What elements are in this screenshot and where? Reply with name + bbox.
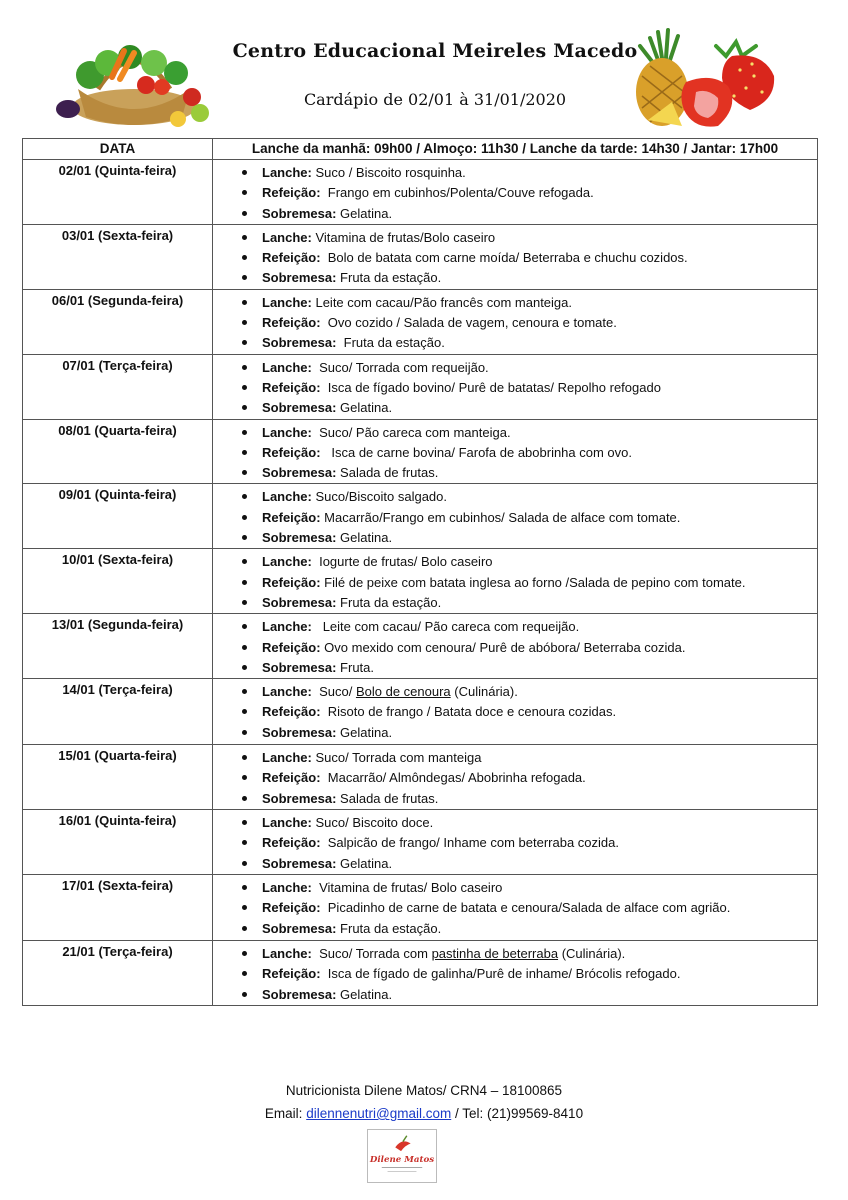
bullet-icon: [242, 211, 247, 216]
lanche-line: Lanche: Suco/Biscoito salgado.: [242, 487, 817, 507]
row-date: 03/01 (Sexta-feira): [23, 224, 213, 289]
bullet-icon: [242, 430, 247, 435]
sobremesa-text: Fruta da estação.: [340, 594, 442, 610]
bullet-icon: [242, 170, 247, 175]
refeicao-line: Refeição: Ovo cozido / Salada de vagem, cenoura e tomate.: [242, 313, 817, 333]
bullet-icon: [242, 470, 247, 475]
lanche-text: Suco/ Pão careca com manteiga.: [319, 424, 511, 440]
lanche-text: Suco/ Biscoito doce.: [315, 815, 434, 831]
sobremesa-line: Sobremesa: Gelatina.: [242, 398, 817, 418]
bullet-icon: [242, 820, 247, 825]
refeicao-text: Bolo de batata com carne moída/ Beterraba e chuchu cozidos.: [327, 250, 688, 266]
row-date: 06/01 (Segunda-feira): [23, 289, 213, 354]
lanche-underlined-text: pastinha de beterraba: [431, 945, 559, 961]
sobremesa-line: Sobremesa: Salada de frutas.: [242, 789, 817, 809]
sobremesa-line: Sobremesa: Fruta da estação.: [242, 919, 817, 939]
sobremesa-text: Fruta da estação.: [340, 920, 442, 936]
bullet-icon: [242, 559, 247, 564]
contact-line: [0, 1106, 848, 1121]
lanche-line: Lanche: Suco/ Pão careca com manteiga.: [242, 423, 817, 443]
sobremesa-line: Sobremesa: Fruta da estação.: [242, 268, 817, 288]
table-row: [23, 679, 818, 745]
lanche-underlined-text: Bolo de cenoura: [355, 684, 451, 700]
bullet-icon: [242, 775, 247, 780]
sobremesa-text: Salada de frutas.: [340, 790, 439, 806]
row-date: 21/01 (Terça-feira): [23, 940, 213, 1005]
row-menu: [213, 549, 818, 614]
refeicao-line: Refeição: Isca de carne bovina/ Farofa de abobrinha com ovo.: [242, 443, 817, 463]
row-menu: [213, 419, 818, 484]
nutritionist-logo: [367, 1129, 437, 1183]
refeicao-line: Refeição: Risoto de frango / Batata doce e cenoura cozidas.: [242, 702, 817, 722]
bullet-icon: [242, 709, 247, 714]
email-link[interactable]: dilennenutri@gmail.com: [306, 1106, 452, 1121]
lanche-text: Vitamina de frutas/ Bolo caseiro: [319, 879, 503, 895]
table-row: [23, 160, 818, 225]
sobremesa-text: Fruta da estação.: [340, 270, 442, 286]
refeicao-text: Macarrão/ Almôndegas/ Abobrinha refogada.: [327, 770, 586, 786]
sobremesa-text: Salada de frutas.: [340, 465, 439, 481]
sobremesa-line: Sobremesa: Gelatina.: [242, 854, 817, 874]
lanche-text: Suco/Biscoito salgado.: [315, 489, 447, 505]
sobremesa-text: Gelatina.: [340, 205, 393, 221]
table-row: [23, 419, 818, 484]
refeicao-line: Refeição: Bolo de batata com carne moída/ Beterraba e chuchu cozidos.: [242, 248, 817, 268]
table-row: [23, 874, 818, 940]
bullet-icon: [242, 300, 247, 305]
sobremesa-text: Gelatina.: [340, 400, 393, 416]
bullet-icon: [242, 340, 247, 345]
table-row: [23, 354, 818, 419]
row-menu: [213, 224, 818, 289]
refeicao-text: Ovo mexido com cenoura/ Purê de abóbora/ Beterraba cozida.: [324, 639, 686, 655]
sobremesa-line: Sobremesa: Gelatina.: [242, 204, 817, 224]
row-menu: [213, 745, 818, 810]
bullet-icon: [242, 971, 247, 976]
row-menu: [213, 874, 818, 940]
refeicao-line: Refeição: Frango em cubinhos/Polenta/Couve refogada.: [242, 183, 817, 203]
refeicao-text: Salpicão de frango/ Inhame com beterraba cozida.: [327, 835, 619, 851]
row-menu: [213, 810, 818, 875]
lanche-line: Lanche: Suco / Biscoito rosquinha.: [242, 163, 817, 183]
refeicao-line: Refeição: Isca de fígado bovino/ Purê de batatas/ Repolho refogado: [242, 378, 817, 398]
sobremesa-text: Gelatina.: [340, 855, 393, 871]
bullet-icon: [242, 385, 247, 390]
sobremesa-text: Gelatina.: [340, 724, 393, 740]
bullet-icon: [242, 320, 247, 325]
row-menu: [213, 484, 818, 549]
refeicao-text: Frango em cubinhos/Polenta/Couve refogada.: [327, 185, 594, 201]
bullet-icon: [242, 951, 247, 956]
refeicao-line: Refeição: Ovo mexido com cenoura/ Purê de abóbora/ Beterraba cozida.: [242, 638, 817, 658]
bullet-icon: [242, 624, 247, 629]
refeicao-line: Refeição: Picadinho de carne de batata e cenoura/Salada de alface com agrião.: [242, 898, 817, 918]
table-row: [23, 614, 818, 679]
table-row: [23, 289, 818, 354]
sobremesa-line: Sobremesa: Gelatina.: [242, 528, 817, 548]
bullet-icon: [242, 926, 247, 931]
row-menu: [213, 160, 818, 225]
bullet-icon: [242, 190, 247, 195]
phone-text: / Tel: (21)99569-8410: [454, 1106, 584, 1121]
table-row: [23, 549, 818, 614]
lanche-line: Lanche: Iogurte de frutas/ Bolo caseiro: [242, 552, 817, 572]
lanche-text: Leite com cacau/Pão francês com manteiga.: [315, 294, 572, 310]
lanche-text: Vitamina de frutas/Bolo caseiro: [315, 229, 496, 245]
refeicao-line: Refeição: Filé de peixe com batata inglesa ao forno /Salada de pepino com tomate.: [242, 573, 817, 593]
refeicao-text: Isca de carne bovina/ Farofa de abobrinha com ovo.: [331, 444, 632, 460]
bullet-icon: [242, 535, 247, 540]
bullet-icon: [242, 885, 247, 890]
refeicao-line: Refeição: Macarrão/ Almôndegas/ Abobrinha refogada.: [242, 768, 817, 788]
bullet-icon: [242, 840, 247, 845]
bullet-icon: [242, 992, 247, 997]
bullet-icon: [242, 645, 247, 650]
row-menu: [213, 289, 818, 354]
sobremesa-line: Sobremesa: Fruta da estação.: [242, 593, 817, 613]
lanche-line: Lanche: Suco/ Biscoito doce.: [242, 813, 817, 833]
lanche-text: Leite com cacau/ Pão careca com requeijão.: [322, 619, 580, 635]
row-menu: [213, 614, 818, 679]
bullet-icon: [242, 665, 247, 670]
bullet-icon: [242, 450, 247, 455]
lanche-line: Lanche: Vitamina de frutas/ Bolo caseiro: [242, 878, 817, 898]
refeicao-line: Refeição: Salpicão de frango/ Inhame com beterraba cozida.: [242, 833, 817, 853]
refeicao-text: Risoto de frango / Batata doce e cenoura cozidas.: [327, 704, 617, 720]
refeicao-text: Isca de fígado bovino/ Purê de batatas/ Repolho refogado: [327, 379, 661, 395]
refeicao-line: Refeição: Isca de fígado de galinha/Purê de inhame/ Brócolis refogado.: [242, 964, 817, 984]
refeicao-text: Macarrão/Frango em cubinhos/ Salada de alface com tomate.: [324, 509, 681, 525]
school-name: Centro Educacional Meireles Macedo: [232, 40, 638, 62]
bullet-icon: [242, 515, 247, 520]
table-row: [23, 484, 818, 549]
table-header-row: [23, 139, 818, 160]
row-date: 09/01 (Quinta-feira): [23, 484, 213, 549]
bullet-icon: [242, 494, 247, 499]
refeicao-text: Filé de peixe com batata inglesa ao forno /Salada de pepino com tomate.: [324, 574, 746, 590]
lanche-line: Lanche: Suco/ Torrada com pastinha de beterraba (Culinária).: [242, 944, 817, 964]
bullet-icon: [242, 580, 247, 585]
lanche-line: Lanche: Vitamina de frutas/Bolo caseiro: [242, 228, 817, 248]
lanche-text: Suco/ Torrada com requeijão.: [319, 359, 489, 375]
row-date: 17/01 (Sexta-feira): [23, 874, 213, 940]
table-row: [23, 940, 818, 1005]
column-header-date: DATA: [23, 139, 213, 160]
sobremesa-line: Sobremesa: Fruta da estação.: [242, 333, 817, 353]
bullet-icon: [242, 905, 247, 910]
sobremesa-text: Gelatina.: [340, 986, 393, 1002]
lanche-text: Iogurte de frutas/ Bolo caseiro: [319, 554, 493, 570]
menu-period-title: Cardápio de 02/01 à 31/01/2020: [303, 90, 567, 109]
bullet-icon: [242, 730, 247, 735]
column-header-schedule: Lanche da manhã: 09h00 / Almoço: 11h30 / Lanche da tarde: 14h30 / Jantar: 17h00: [213, 139, 818, 160]
sobremesa-text: Fruta.: [340, 659, 375, 675]
bullet-icon: [242, 689, 247, 694]
nutritionist-credit: Nutricionista Dilene Matos/ CRN4 – 18100865: [285, 1083, 563, 1098]
row-date: 10/01 (Sexta-feira): [23, 549, 213, 614]
logo-text: Dilene Matos: [369, 1154, 435, 1165]
bullet-icon: [242, 405, 247, 410]
page-header: [0, 0, 848, 135]
lanche-line: Lanche: Suco/ Torrada com requeijão.: [242, 358, 817, 378]
sobremesa-line: Sobremesa: Gelatina.: [242, 723, 817, 743]
lanche-line: Lanche: Suco/ Bolo de cenoura (Culinária).: [242, 682, 817, 702]
menu-table: [22, 138, 818, 1006]
bullet-icon: [242, 600, 247, 605]
bullet-icon: [242, 365, 247, 370]
bullet-icon: [242, 861, 247, 866]
row-date: 13/01 (Segunda-feira): [23, 614, 213, 679]
refeicao-text: Isca de fígado de galinha/Purê de inhame/ Brócolis refogado.: [327, 966, 681, 982]
refeicao-line: Refeição: Macarrão/Frango em cubinhos/ Salada de alface com tomate.: [242, 508, 817, 528]
bullet-icon: [242, 255, 247, 260]
row-date: 08/01 (Quarta-feira): [23, 419, 213, 484]
lanche-line: Lanche: Leite com cacau/Pão francês com manteiga.: [242, 293, 817, 313]
row-date: 16/01 (Quinta-feira): [23, 810, 213, 875]
sobremesa-text: Gelatina.: [340, 530, 393, 546]
sobremesa-line: Sobremesa: Salada de frutas.: [242, 463, 817, 483]
table-row: [23, 745, 818, 810]
bullet-icon: [242, 235, 247, 240]
row-menu: [213, 940, 818, 1005]
row-date: 02/01 (Quinta-feira): [23, 160, 213, 225]
table-row: [23, 224, 818, 289]
row-date: 14/01 (Terça-feira): [23, 679, 213, 745]
row-menu: [213, 354, 818, 419]
sobremesa-line: Sobremesa: Fruta.: [242, 658, 817, 678]
table-row: [23, 810, 818, 875]
lanche-line: Lanche: Suco/ Torrada com manteiga: [242, 748, 817, 768]
sobremesa-line: Sobremesa: Gelatina.: [242, 985, 817, 1005]
fruit-image: [624, 26, 786, 134]
row-date: 07/01 (Terça-feira): [23, 354, 213, 419]
bullet-icon: [242, 275, 247, 280]
row-date: 15/01 (Quarta-feira): [23, 745, 213, 810]
lanche-line: Lanche: Leite com cacau/ Pão careca com requeijão.: [242, 617, 817, 637]
refeicao-text: Picadinho de carne de batata e cenoura/Salada de alface com agrião.: [327, 900, 731, 916]
lanche-text: Suco / Biscoito rosquinha.: [315, 165, 466, 180]
email-label: Email:: [264, 1106, 303, 1121]
lanche-text: Suco/ Torrada com manteiga: [315, 750, 482, 766]
bullet-icon: [242, 796, 247, 801]
bullet-icon: [242, 755, 247, 760]
row-menu: [213, 679, 818, 745]
sobremesa-text: Fruta da estação.: [343, 335, 445, 351]
refeicao-text: Ovo cozido / Salada de vagem, cenoura e tomate.: [327, 315, 617, 331]
